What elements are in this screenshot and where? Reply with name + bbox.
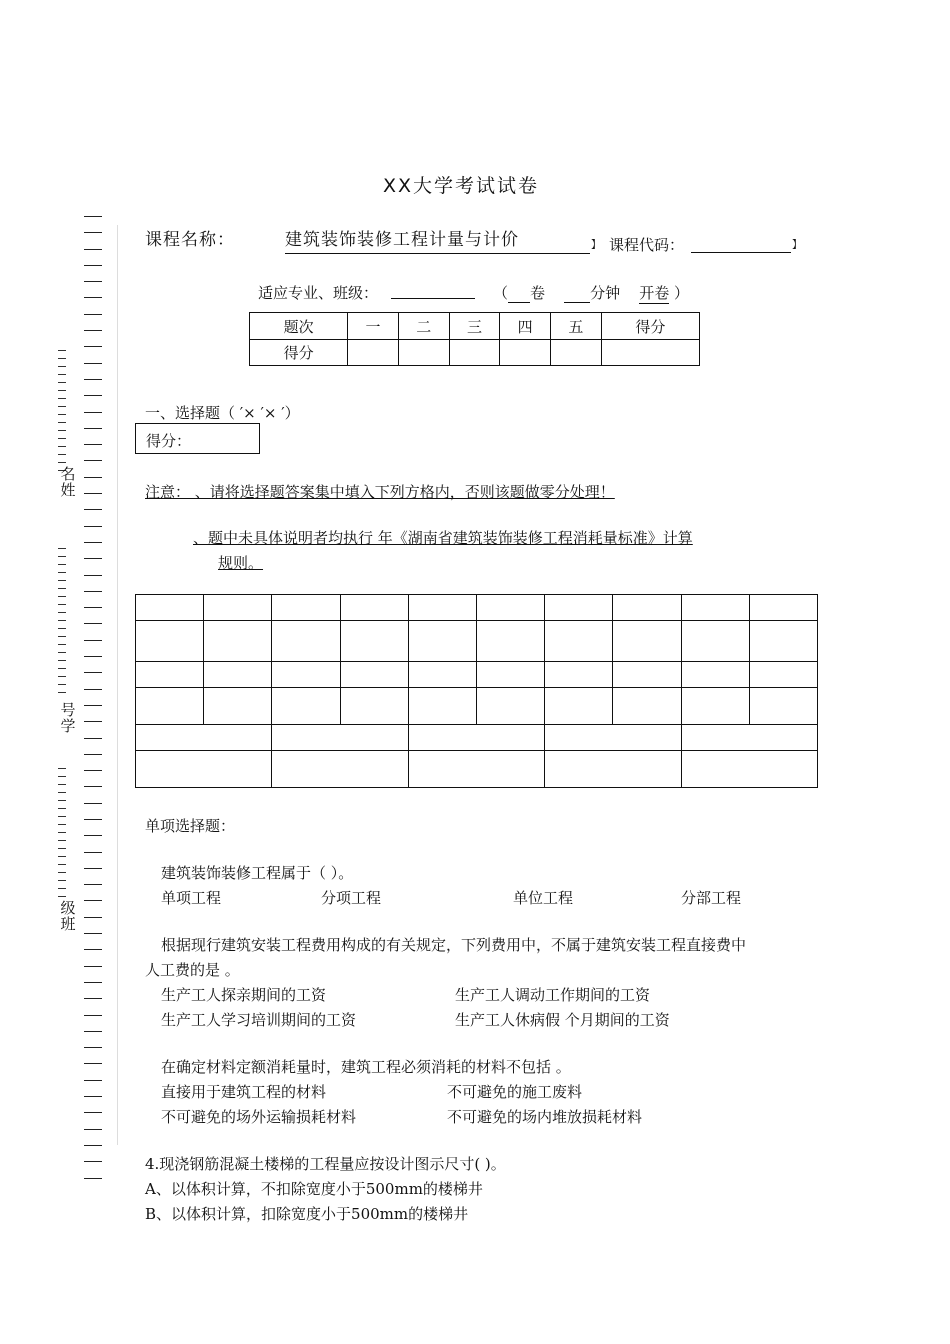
fill-dash — [58, 872, 66, 873]
binding-dash — [84, 346, 102, 347]
answer-cell[interactable] — [749, 621, 817, 662]
q1-option-a: 单项工程 — [161, 889, 222, 907]
answer-cell[interactable] — [272, 688, 340, 725]
binding-dash — [84, 281, 102, 282]
answer-grid-row — [136, 688, 818, 725]
score-cell[interactable] — [348, 340, 399, 366]
question-number-cell — [340, 662, 408, 688]
student-id-label: 号学 — [60, 701, 76, 735]
bracket-mark: 】 — [591, 240, 601, 251]
exam-mode: 开卷 — [639, 284, 670, 302]
question-number-cell — [545, 662, 613, 688]
binding-dash — [84, 1161, 102, 1162]
fill-dash — [58, 588, 66, 589]
question-number-cell — [408, 725, 544, 751]
answer-cell[interactable] — [136, 621, 204, 662]
binding-dash — [84, 314, 102, 315]
answer-cell[interactable] — [340, 688, 408, 725]
answer-cell[interactable] — [204, 688, 272, 725]
major-class-field[interactable] — [391, 298, 475, 299]
q3-option-c: 不可避免的场外运输损耗材料 — [161, 1108, 357, 1126]
question-number-cell — [272, 662, 340, 688]
binding-dash — [84, 852, 102, 853]
q2-stem-cont: 人工费的是 。 — [145, 961, 240, 979]
answer-cell[interactable] — [681, 751, 818, 788]
binding-dash — [84, 297, 102, 298]
fill-dash — [58, 438, 66, 439]
answer-grid-row — [136, 662, 818, 688]
binding-dash — [84, 689, 102, 690]
bracket-mark-2: 】 — [792, 240, 802, 251]
fill-dash — [58, 644, 66, 645]
score-label: 得分： — [146, 432, 192, 450]
binding-dash — [84, 493, 102, 494]
page-title: XX大学考试试卷 — [383, 175, 540, 197]
binding-dash — [84, 607, 102, 608]
q4-option-a: A、以体积计算，不扣除宽度小于500mm的楼梯井 — [145, 1180, 483, 1198]
binding-dash — [84, 933, 102, 934]
course-code-field[interactable] — [691, 252, 791, 253]
binding-dash — [84, 575, 102, 576]
exam-info: （ 卷 分钟 开卷 ） — [493, 284, 689, 302]
section1-score-box — [135, 423, 260, 454]
binding-dash — [84, 1015, 102, 1016]
fill-dash — [58, 792, 66, 793]
binding-dash — [84, 1129, 102, 1130]
q2-option-a: 生产工人探亲期间的工资 — [161, 986, 327, 1004]
binding-dash — [84, 640, 102, 641]
question-number-cell — [613, 595, 681, 621]
question-number-cell — [681, 725, 818, 751]
fill-dash — [58, 896, 66, 897]
answer-cell[interactable] — [613, 688, 681, 725]
score-header-cell: 一 — [348, 313, 399, 340]
question-number-cell — [408, 595, 476, 621]
score-cell[interactable] — [551, 340, 602, 366]
fill-dash — [58, 612, 66, 613]
fill-dash — [58, 350, 66, 351]
binding-dash — [84, 900, 102, 901]
binding-dash — [84, 1096, 102, 1097]
fill-dash — [58, 880, 66, 881]
binding-dash — [84, 526, 102, 527]
fill-dash — [58, 548, 66, 549]
score-cell[interactable] — [500, 340, 551, 366]
question-number-cell — [749, 662, 817, 688]
q1-option-b: 分项工程 — [321, 889, 382, 907]
q3-option-b: 不可避免的施工废料 — [447, 1083, 583, 1101]
fill-dash — [58, 398, 66, 399]
fill-dash — [58, 668, 66, 669]
fill-dash — [58, 406, 66, 407]
fill-dash — [58, 390, 66, 391]
fill-dash — [58, 358, 66, 359]
course-name-field: 建筑装饰装修工程计量与计价 — [285, 225, 590, 254]
score-header-cell: 五 — [551, 313, 602, 340]
note-2: 、题中未具体说明者均执行 年《湖南省建筑装饰装修工程消耗量标准》计算 — [193, 529, 693, 547]
binding-dash — [84, 1145, 102, 1146]
fill-dash — [58, 800, 66, 801]
fill-dash — [58, 856, 66, 857]
binding-dash — [84, 868, 102, 869]
fill-dash — [58, 676, 66, 677]
class-label: 级班 — [60, 899, 76, 933]
fill-dash — [58, 784, 66, 785]
binding-dash — [84, 558, 102, 559]
fill-dash — [58, 652, 66, 653]
margin-line — [117, 225, 118, 1145]
score-header-cell: 四 — [500, 313, 551, 340]
q2-stem: 根据现行建筑安装工程费用构成的有关规定，下列费用中，不属于建筑安装工程直接费中 — [161, 936, 747, 954]
answer-grid-row — [136, 621, 818, 662]
fill-dash — [58, 382, 66, 383]
question-number-cell — [476, 595, 544, 621]
course-label: 课程名称： — [145, 230, 235, 250]
fill-dash — [58, 596, 66, 597]
question-number-cell — [272, 595, 340, 621]
score-header-cell: 二 — [398, 313, 449, 340]
answer-grid-row — [136, 595, 818, 621]
binding-dash — [84, 542, 102, 543]
score-header-cell: 得分 — [601, 313, 699, 340]
binding-dash — [84, 982, 102, 983]
name-fill-line — [58, 350, 66, 478]
q2-option-c: 生产工人学习培训期间的工资 — [161, 1011, 357, 1029]
binding-dash — [84, 754, 102, 755]
major-class-label: 适应专业、班级： — [258, 284, 379, 302]
binding-dash — [84, 672, 102, 673]
answer-cell[interactable] — [272, 751, 408, 788]
binding-dash — [84, 1080, 102, 1081]
question-number-cell — [476, 662, 544, 688]
fill-dash — [58, 692, 66, 693]
answer-cell[interactable] — [408, 751, 544, 788]
question-number-cell — [681, 595, 749, 621]
score-table — [249, 312, 700, 366]
binding-dash — [84, 1063, 102, 1064]
answer-cell[interactable] — [408, 688, 476, 725]
fill-dash — [58, 620, 66, 621]
binding-dash — [84, 966, 102, 967]
fill-dash — [58, 864, 66, 865]
answer-cell[interactable] — [272, 621, 340, 662]
binding-dash — [84, 917, 102, 918]
fill-dash — [58, 446, 66, 447]
answer-cell[interactable] — [545, 688, 613, 725]
fill-dash — [58, 840, 66, 841]
q4-option-b: B、以体积计算，扣除宽度小于500mm的楼梯井 — [145, 1205, 469, 1223]
answer-cell[interactable] — [545, 751, 681, 788]
score-header-cell: 题次 — [250, 313, 348, 340]
question-number-cell — [340, 595, 408, 621]
answer-grid-row — [136, 751, 818, 788]
binding-dash — [84, 444, 102, 445]
fill-dash — [58, 628, 66, 629]
binding-dash — [84, 1112, 102, 1113]
binding-dash — [84, 819, 102, 820]
question-number-cell — [681, 662, 749, 688]
binding-dash — [84, 884, 102, 885]
q3-option-a: 直接用于建筑工程的材料 — [161, 1083, 327, 1101]
id-fill-line — [58, 548, 66, 700]
binding-dash — [84, 835, 102, 836]
q1-option-c: 单位工程 — [513, 889, 574, 907]
binding-dash — [84, 721, 102, 722]
question-number-cell — [204, 595, 272, 621]
answer-cell[interactable] — [681, 621, 749, 662]
fill-dash — [58, 776, 66, 777]
binding-dash — [84, 949, 102, 950]
fill-dash — [58, 572, 66, 573]
question-number-cell — [136, 725, 272, 751]
score-cell[interactable] — [449, 340, 500, 366]
question-number-cell — [545, 725, 681, 751]
binding-dash — [84, 786, 102, 787]
q2-option-d: 生产工人休病假 个月期间的工资 — [455, 1011, 670, 1029]
fill-dash — [58, 816, 66, 817]
score-header-cell: 三 — [449, 313, 500, 340]
answer-cell[interactable] — [408, 621, 476, 662]
fill-dash — [58, 604, 66, 605]
answer-cell[interactable] — [681, 688, 749, 725]
fill-dash — [58, 414, 66, 415]
fill-dash — [58, 422, 66, 423]
binding-dash — [84, 1047, 102, 1048]
binding-dash — [84, 705, 102, 706]
section1-heading: 一、选择题（ ′× ′× ′） — [145, 404, 300, 422]
fill-dash — [58, 808, 66, 809]
binding-dash — [84, 428, 102, 429]
answer-cell[interactable] — [340, 621, 408, 662]
binding-dash — [84, 460, 102, 461]
binding-dash — [84, 656, 102, 657]
binding-dash — [84, 265, 102, 266]
binding-dash — [84, 395, 102, 396]
binding-dash — [84, 477, 102, 478]
question-number-cell — [749, 595, 817, 621]
answer-cell[interactable] — [476, 621, 544, 662]
course-code-label: 课程代码： — [609, 236, 685, 254]
binding-dash — [84, 738, 102, 739]
note-2-cont: 规则。 — [218, 554, 264, 572]
fill-dash — [58, 366, 66, 367]
answer-cell[interactable] — [204, 621, 272, 662]
binding-dash — [84, 623, 102, 624]
q3-stem: 在确定材料定额消耗量时，建筑工程必须消耗的材料不包括 。 — [161, 1058, 571, 1076]
score-row-label: 得分 — [250, 340, 348, 366]
answer-grid — [135, 594, 818, 788]
answer-cell[interactable] — [136, 751, 272, 788]
answer-cell[interactable] — [476, 688, 544, 725]
question-number-cell — [408, 662, 476, 688]
fill-dash — [58, 824, 66, 825]
answer-cell[interactable] — [545, 621, 613, 662]
fill-dash — [58, 768, 66, 769]
minutes-label: 分钟 — [590, 284, 621, 302]
fill-dash — [58, 564, 66, 565]
name-label: 名姓 — [60, 465, 76, 499]
fill-dash — [58, 454, 66, 455]
answer-cell[interactable] — [749, 688, 817, 725]
q1-stem: 建筑装饰装修工程属于（ ）。 — [161, 864, 354, 882]
question-number-cell — [272, 725, 408, 751]
binding-dash — [84, 509, 102, 510]
binding-dash — [84, 330, 102, 331]
question-number-cell — [136, 662, 204, 688]
fill-dash — [58, 556, 66, 557]
question-number-cell — [545, 595, 613, 621]
single-choice-heading: 单项选择题： — [145, 817, 236, 835]
fill-dash — [58, 374, 66, 375]
answer-cell[interactable] — [613, 621, 681, 662]
fill-dash — [58, 660, 66, 661]
binding-dash — [84, 1031, 102, 1032]
q2-option-b: 生产工人调动工作期间的工资 — [455, 986, 651, 1004]
score-cell[interactable] — [398, 340, 449, 366]
binding-dash — [84, 412, 102, 413]
binding-dash — [84, 803, 102, 804]
question-number-cell — [136, 595, 204, 621]
paper-label: 卷 — [530, 284, 546, 302]
binding-dash — [84, 770, 102, 771]
binding-dash — [84, 249, 102, 250]
fill-dash — [58, 580, 66, 581]
fill-dash — [58, 636, 66, 637]
question-number-cell — [613, 662, 681, 688]
fill-dash — [58, 462, 66, 463]
fill-dash — [58, 430, 66, 431]
fill-dash — [58, 848, 66, 849]
binding-dash — [84, 379, 102, 380]
fill-dash — [58, 684, 66, 685]
binding-dash — [84, 1178, 102, 1179]
q1-option-d: 分部工程 — [681, 889, 742, 907]
answer-cell[interactable] — [136, 688, 204, 725]
binding-line — [84, 216, 102, 1194]
class-fill-line — [58, 768, 66, 904]
fill-dash — [58, 832, 66, 833]
q3-option-d: 不可避免的场内堆放损耗材料 — [447, 1108, 643, 1126]
binding-dash — [84, 216, 102, 217]
fill-dash — [58, 888, 66, 889]
note-1: 注意： 、请将选择题答案集中填入下列方格内，否则该题做零分处理！ — [145, 483, 615, 501]
question-number-cell — [204, 662, 272, 688]
binding-dash — [84, 363, 102, 364]
binding-dash — [84, 998, 102, 999]
score-cell[interactable] — [601, 340, 699, 366]
answer-grid-row — [136, 725, 818, 751]
binding-dash — [84, 591, 102, 592]
q4-stem: 4.现浇钢筋混凝土楼梯的工程量应按设计图示尺寸( )。 — [145, 1155, 506, 1173]
binding-dash — [84, 232, 102, 233]
